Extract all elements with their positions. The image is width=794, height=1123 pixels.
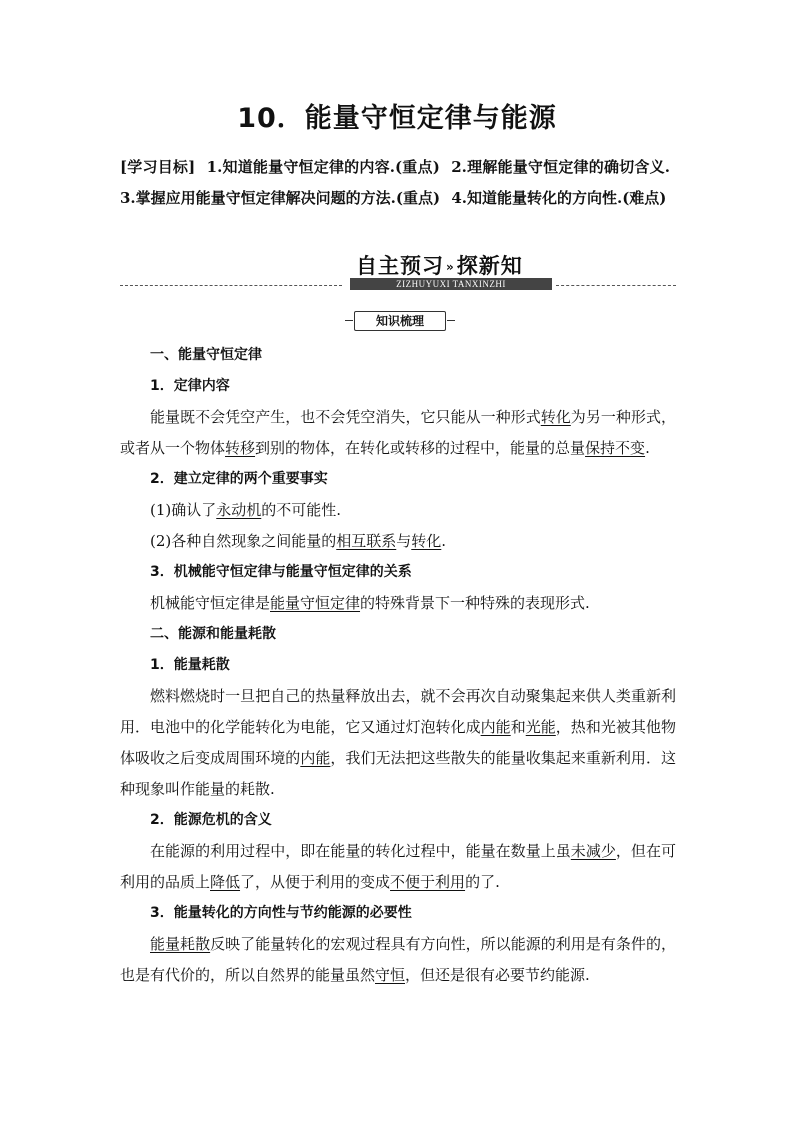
banner-divider-left (120, 285, 342, 286)
objective-item: 3.掌握应用能量守恒定律解决问题的方法.(重点) (120, 189, 441, 207)
text-run: 机械能守恒定律是 (150, 594, 271, 612)
underlined-term: 能量守恒定律 (270, 594, 361, 612)
text-run: 和 (510, 718, 526, 736)
underlined-term: 转化 (411, 532, 442, 550)
text-run: . (441, 532, 447, 550)
heading-relation: 3．机械能守恒定律与能量守恒定律的关系 (150, 564, 412, 580)
heading-energy-conservation: 一、能量守恒定律 (150, 347, 262, 363)
banner-left-text: 自主预习 (356, 254, 444, 278)
section-tag: 知识梳理 (354, 311, 446, 331)
underlined-term: 永动机 (216, 501, 262, 519)
fact-2 (120, 526, 676, 557)
text-run: 与 (396, 532, 412, 550)
heading-energy-crisis: 2．能源危机的含义 (150, 812, 272, 828)
underlined-term: 不便于利用 (390, 873, 466, 891)
text-run: 的了. (465, 873, 500, 891)
paragraph-energy-crisis (120, 836, 676, 898)
section-banner (120, 248, 676, 294)
text-run: (2)各种自然现象之间能量的 (150, 532, 337, 550)
banner-pinyin: ZIZHUYUXI TANXINZHI (350, 278, 552, 290)
text-run: 在能源的利用过程中，即在能量的转化过程中，能量在数量上虽 (150, 842, 571, 860)
text-run: ，但在可利用的品质上 (120, 842, 676, 891)
underlined-term: 能量耗散 (150, 935, 211, 953)
underlined-term: 转化 (540, 408, 571, 426)
text-run: 的不可能性. (261, 501, 342, 519)
underlined-term: 守恒 (375, 966, 406, 984)
banner-divider-right (556, 285, 676, 286)
objective-item: 2.理解能量守恒定律的确切含义. (451, 158, 670, 176)
underlined-term: 转移 (225, 439, 256, 457)
underlined-term: 未减少 (570, 842, 616, 860)
fact-1 (120, 495, 676, 526)
banner-right-text: 探新知 (456, 254, 523, 278)
page-title: 10．能量守恒定律与能源 (237, 103, 557, 134)
objectives-label: [学习目标] (120, 158, 196, 176)
underlined-term: 相互联系 (336, 532, 397, 550)
text-run: 了，从便于利用的变成 (240, 873, 391, 891)
heading-two-facts: 2．建立定律的两个重要事实 (150, 471, 328, 487)
paragraph-dissipation (120, 681, 676, 805)
text-run: 反映了能量转化的宏观过程具有方向性，所以能源的利用是有条件的，也是有代价的，所以自然界的能量虽然 (120, 935, 676, 984)
text-run: 燃料燃烧时一旦把自己的热量释放出去，就不会再次自动聚集起来供人类重新利用．电池中的化学能转化为电能，它又通过灯泡转化成 (120, 687, 676, 736)
text-run: ，热和光被其他物体吸收之后变成周围环境的 (120, 718, 676, 767)
document-body (120, 340, 676, 991)
heading-energy-dissipation: 二、能源和能量耗散 (150, 626, 276, 642)
text-run: ，但还是很有必要节约能源. (405, 966, 590, 984)
text-run: (1)确认了 (150, 501, 217, 519)
heading-direction: 3．能量转化的方向性与节约能源的必要性 (150, 905, 412, 921)
text-run: 能量既不会凭空产生，也不会凭空消失，它只能从一种形式 (150, 408, 541, 426)
underlined-term: 保持不变 (585, 439, 646, 457)
underlined-term: 内能 (300, 749, 331, 767)
text-run: . (645, 439, 650, 457)
text-run: 到别的物体，在转化或转移的过程中，能量的总量 (255, 439, 586, 457)
text-run: 为另一种形式，或者从一个物体 (120, 408, 676, 457)
text-run: 的特殊背景下一种特殊的表现形式. (360, 594, 590, 612)
paragraph-direction (120, 929, 676, 991)
objective-item: 1.知道能量守恒定律的内容.(重点) (206, 158, 440, 176)
learning-objectives (120, 152, 676, 214)
underlined-term: 光能 (525, 718, 556, 736)
text-run: ，我们无法把这些散失的能量收集起来重新利用．这种现象叫作能量的耗散. (120, 749, 676, 798)
underlined-term: 降低 (210, 873, 241, 891)
heading-dissipation: 1．能量耗散 (150, 657, 230, 673)
underlined-term: 内能 (480, 718, 511, 736)
banner-heading (356, 250, 523, 280)
objective-item: 4.知道能量转化的方向性.(难点) (451, 189, 667, 207)
double-chevron-icon: » (446, 260, 455, 274)
heading-law-content: 1．定律内容 (150, 378, 230, 394)
paragraph-law-content (120, 402, 676, 464)
paragraph-relation (120, 588, 676, 619)
